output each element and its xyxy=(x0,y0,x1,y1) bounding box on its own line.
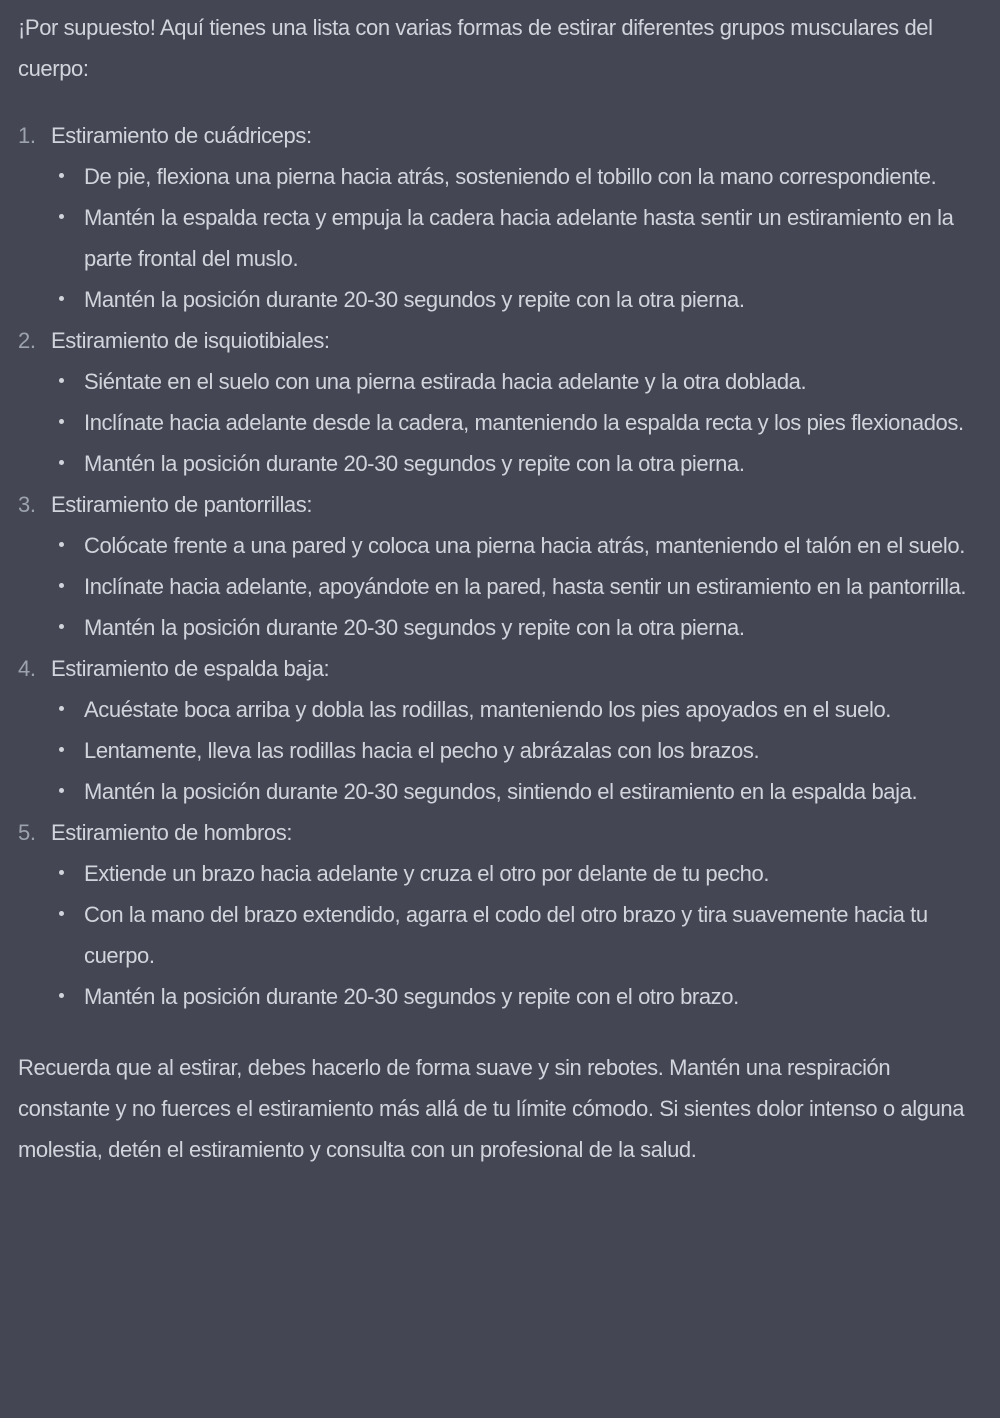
intro-paragraph: ¡Por supuesto! Aquí tienes una lista con varias formas de estirar diferentes grupos musculares del cuerpo: xyxy=(18,15,933,81)
bullet-text: Inclínate hacia adelante desde la cadera, manteniendo la espalda recta y los pies flexionados. xyxy=(84,410,964,435)
bullet-text: Inclínate hacia adelante, apoyándote en la pared, hasta sentir un estiramiento en la pantorrilla. xyxy=(84,574,967,599)
bullet-text: Lentamente, lleva las rodillas hacia el pecho y abrázalas con los brazos. xyxy=(84,738,760,763)
step-title: Estiramiento de isquiotibiales: xyxy=(51,328,330,353)
bullet-text: Mantén la posición durante 20-30 segundos y repite con la otra pierna. xyxy=(84,451,745,476)
list-item xyxy=(18,648,982,812)
closing-paragraph: Recuerda que al estirar, debes hacerlo de forma suave y sin rebotes. Mantén una respiración constante y no fuerces el estiramiento más allá de tu límite cómodo. Si sientes dolor intenso o alguna molestia, detén el estiramiento y consulta con un profesional de la salud. xyxy=(18,1055,965,1162)
sub-list-item xyxy=(18,361,982,402)
bullet-icon xyxy=(59,993,64,998)
sub-list-item xyxy=(18,730,982,771)
sub-list-item xyxy=(18,402,982,443)
sub-list-item xyxy=(18,894,982,976)
sub-list-item xyxy=(18,156,982,197)
bullet-icon xyxy=(59,911,64,916)
bullet-icon xyxy=(59,214,64,219)
sub-list-item xyxy=(18,607,982,648)
sub-list xyxy=(18,689,982,812)
sub-list-item xyxy=(18,853,982,894)
sub-list xyxy=(18,156,982,320)
bullet-icon xyxy=(59,624,64,629)
bullet-icon xyxy=(59,460,64,465)
sub-list-item xyxy=(18,689,982,730)
bullet-text: Con la mano del brazo extendido, agarra el codo del otro brazo y tira suavemente hacia tu cuerpo. xyxy=(84,902,928,968)
bullet-icon xyxy=(59,542,64,547)
sub-list-item xyxy=(18,976,982,1017)
bullet-text: Mantén la posición durante 20-30 segundos, sintiendo el estiramiento en la espalda baja. xyxy=(84,779,918,804)
sub-list xyxy=(18,361,982,484)
step-title: Estiramiento de hombros: xyxy=(51,820,293,845)
bullet-icon xyxy=(59,296,64,301)
bullet-icon xyxy=(59,583,64,588)
bullet-icon xyxy=(59,173,64,178)
list-item xyxy=(18,115,982,320)
bullet-icon xyxy=(59,788,64,793)
bullet-icon xyxy=(59,378,64,383)
sub-list-item xyxy=(18,279,982,320)
list-number: 4. xyxy=(18,656,36,681)
bullet-icon xyxy=(59,419,64,424)
stretch-list xyxy=(18,115,982,1017)
bullet-icon xyxy=(59,706,64,711)
sub-list-item xyxy=(18,443,982,484)
bullet-text: Siéntate en el suelo con una pierna estirada hacia adelante y la otra doblada. xyxy=(84,369,807,394)
list-item xyxy=(18,484,982,648)
sub-list-item xyxy=(18,525,982,566)
sub-list xyxy=(18,853,982,1017)
sub-list xyxy=(18,525,982,648)
list-item xyxy=(18,320,982,484)
step-title: Estiramiento de espalda baja: xyxy=(51,656,330,681)
list-number: 3. xyxy=(18,492,36,517)
sub-list-item xyxy=(18,566,982,607)
list-number: 1. xyxy=(18,123,36,148)
bullet-text: De pie, flexiona una pierna hacia atrás, sosteniendo el tobillo con la mano correspondiente. xyxy=(84,164,937,189)
sub-list-item xyxy=(18,197,982,279)
step-title: Estiramiento de pantorrillas: xyxy=(51,492,313,517)
bullet-text: Colócate frente a una pared y coloca una pierna hacia atrás, manteniendo el talón en el suelo. xyxy=(84,533,965,558)
bullet-text: Extiende un brazo hacia adelante y cruza el otro por delante de tu pecho. xyxy=(84,861,770,886)
list-number: 2. xyxy=(18,328,36,353)
bullet-text: Mantén la espalda recta y empuja la cadera hacia adelante hasta sentir un estiramiento en la parte frontal del muslo. xyxy=(84,205,954,271)
sub-list-item xyxy=(18,771,982,812)
bullet-text: Acuéstate boca arriba y dobla las rodillas, manteniendo los pies apoyados en el suelo. xyxy=(84,697,892,722)
bullet-text: Mantén la posición durante 20-30 segundos y repite con la otra pierna. xyxy=(84,287,745,312)
step-title: Estiramiento de cuádriceps: xyxy=(51,123,312,148)
list-number: 5. xyxy=(18,820,36,845)
bullet-text: Mantén la posición durante 20-30 segundos y repite con el otro brazo. xyxy=(84,984,739,1009)
bullet-icon xyxy=(59,747,64,752)
bullet-text: Mantén la posición durante 20-30 segundos y repite con la otra pierna. xyxy=(84,615,745,640)
bullet-icon xyxy=(59,870,64,875)
list-item xyxy=(18,812,982,1017)
